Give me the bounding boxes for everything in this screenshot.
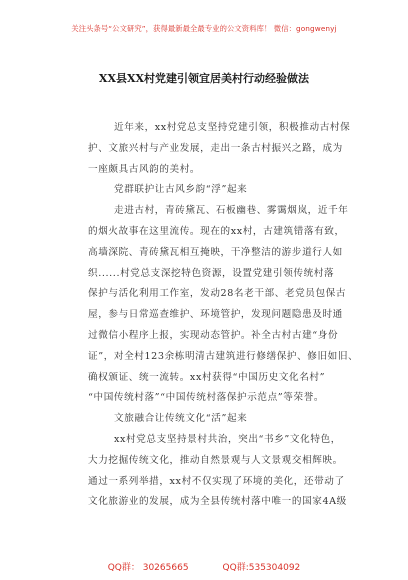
body-line: 通过一系列举措，xx村不仅实现了环境的美化，还带动了 bbox=[88, 475, 345, 487]
body-line: 屋，参与日常巡查维护、环境管护，发现问题隐患及时通 bbox=[88, 309, 343, 321]
body-line: 确权颁证、统一流转。xx村获得“中国历史文化名村” bbox=[88, 371, 326, 383]
body-line: 的烟火故事在这里流传。现在的xx村，古建筑错落有致， bbox=[88, 225, 345, 237]
body-line: 文旅融合让传统文化“活”起来 bbox=[114, 413, 248, 425]
body-line: 过微信小程序上报，实现动态管护。补全古村古建“身份 bbox=[88, 329, 339, 341]
body-line: 织......村党总支深挖特色资源，设置党建引领传统村落 bbox=[88, 267, 335, 279]
body-line: 高墙深院、青砖黛瓦相互掩映，干净整洁的游步道行人如 bbox=[88, 246, 343, 258]
body-line: 党群联护让古风乡韵“浮”起来 bbox=[114, 184, 248, 196]
body-line: 护、文旅兴村与产业发展，走出一条古村振兴之路，成为 bbox=[88, 142, 343, 154]
body-line: 近年来，xx村党总支坚持党建引领，积极推动古村保 bbox=[114, 122, 351, 133]
body-line: 保护与活化利用工作室，发动28名老干部、老党员包保古 bbox=[88, 288, 347, 300]
body-line: 一座颇具古风韵的美村。 bbox=[88, 163, 201, 175]
body-line: 大力挖掘传统文化，推动自然景观与人文景观交相辉映。 bbox=[88, 454, 343, 466]
body-line: 证”，对全村123余栋明清古建筑进行修缮保护、修旧如旧、 bbox=[88, 350, 359, 362]
body-line: 文化旅游业的发展，成为全县传统村落中唯一的国家4A级 bbox=[88, 496, 347, 508]
body-line: xx村党总支坚持景村共治，突出“书乡”文化特色， bbox=[114, 433, 341, 445]
document-body bbox=[88, 118, 364, 513]
qq-group-1: QQ群： 30265665 bbox=[107, 563, 189, 573]
document-title: XX县XX村党建引领宜居美村行动经验做法 bbox=[98, 72, 310, 85]
footer-contact bbox=[0, 560, 408, 573]
body-line: “中国传统村落”“中国传统村落保护示范点”等荣誉。 bbox=[88, 392, 325, 404]
promo-banner: 关注头条号“公文研究”，获得最新最全最专业的公文资料库！ 微信：gongwenyj bbox=[71, 24, 337, 33]
body-line: 走进古村，青砖黛瓦、石板幽巷、雾霭烟岚，近千年 bbox=[114, 205, 349, 217]
qq-group-2: QQ群:535304092 bbox=[222, 563, 301, 573]
